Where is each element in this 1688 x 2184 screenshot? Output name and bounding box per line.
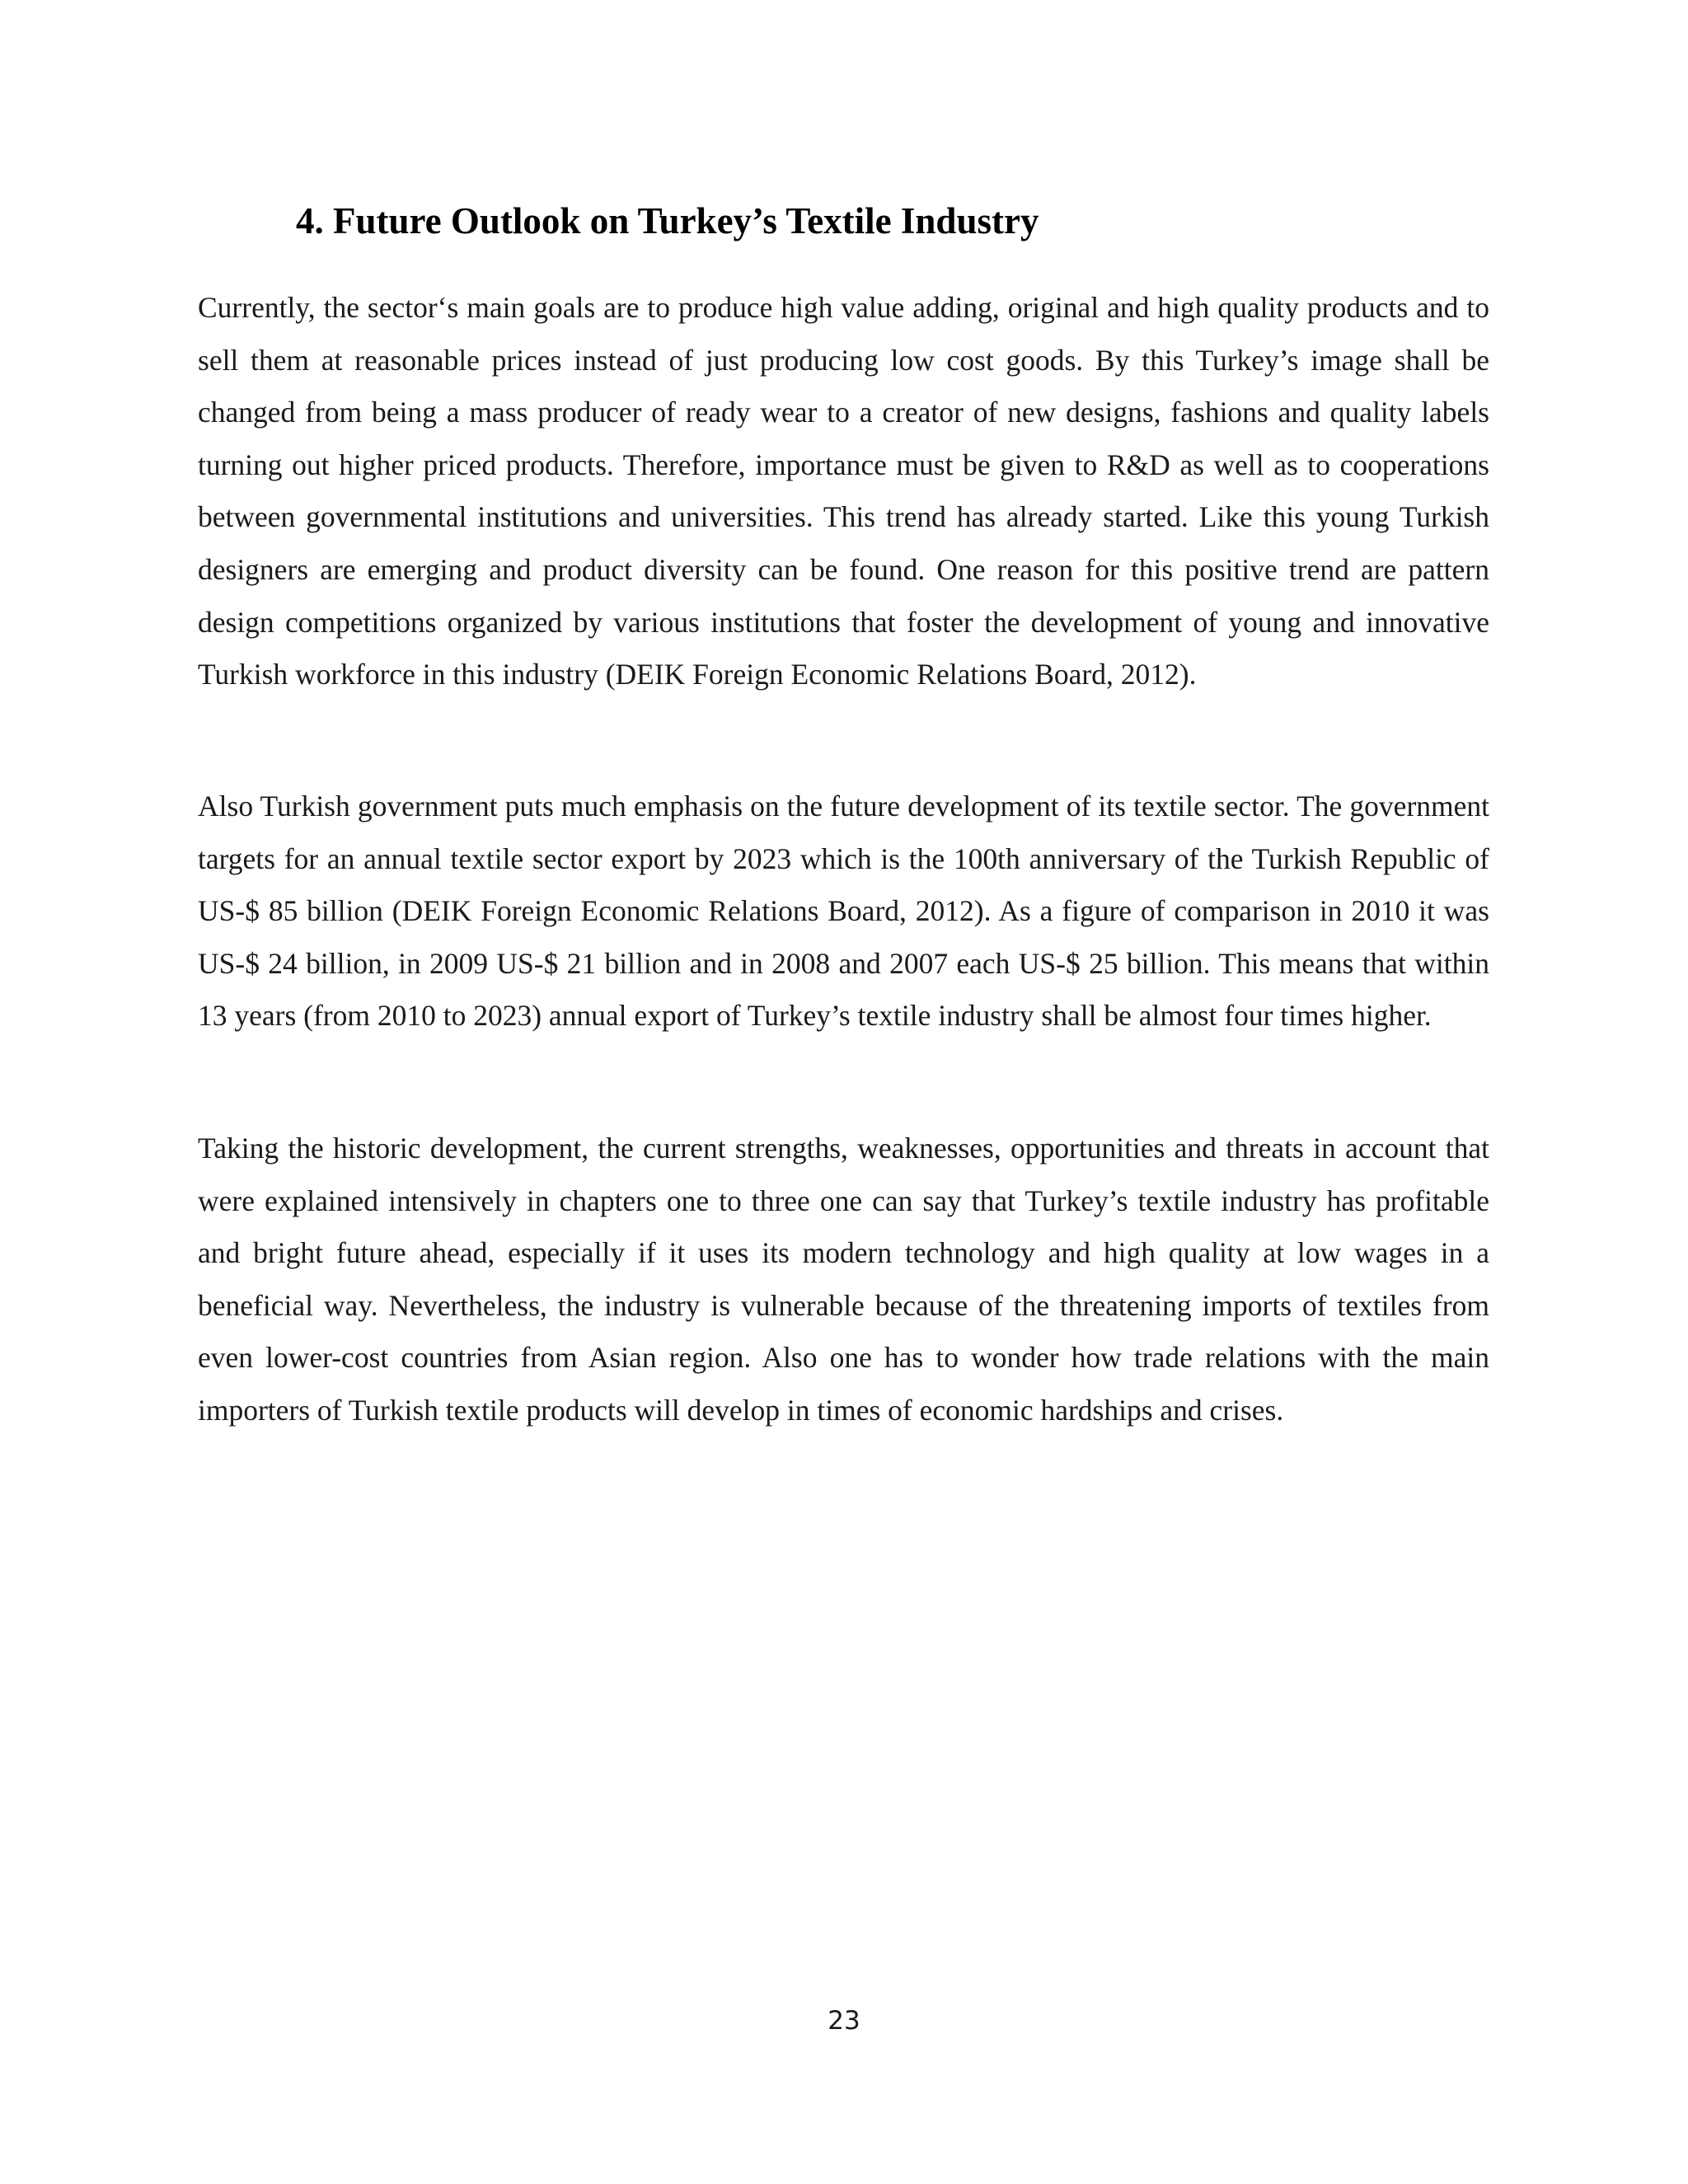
section-heading: 4. Future Outlook on Turkey’s Textile Industry xyxy=(296,200,1039,241)
body-paragraph-3: Taking the historic development, the current strengths, weaknesses, opportunities and threats in account that were explained intensively in chapters one to three one can say that Turkey’s textile industry has profitable and bright future ahead, especially if it uses its modern technology and high quality at low wages in a beneficial way. Nevertheless, the industry is vulnerable because of the threatening imports of textiles from even lower-cost countries from Asian region. Also one has to wonder how trade relations with the main importers of Turkish textile products will develop in times of economic hardships and crises. xyxy=(198,1132,1489,1427)
body-paragraph-2: Also Turkish government puts much emphasis on the future development of its textile sector. The government targets for an annual textile sector export by 2023 which is the 100th anniversary of the Turkish Republic of US-$ 85 billion (DEIK Foreign Economic Relations Board, 2012). As a figure of comparison in 2010 it was US-$ 24 billion, in 2009 US-$ 21 billion and in 2008 and 2007 each US-$ 25 billion. This means that within 13 years (from 2010 to 2023) annual export of Turkey’s textile industry shall be almost four times higher. xyxy=(198,790,1489,1033)
body-paragraph-1: Currently, the sector‘s main goals are to produce high value adding, original and high quality products and to sell them at reasonable prices instead of just producing low cost goods. By this Turkey’s image shall be changed from being a mass producer of ready wear to a creator of new designs, fashions and quality labels turning out higher priced products. Therefore, importance must be given to R&D as well as to cooperations between governmental institutions and universities. This trend has already started. Like this young Turkish designers are emerging and product diversity can be found. One reason for this positive trend are pattern design competitions organized by various institutions that foster the development of young and innovative Turkish workforce in this industry (DEIK Foreign Economic Relations Board, 2012). xyxy=(198,291,1489,691)
page-number: 23 xyxy=(828,2006,860,2036)
